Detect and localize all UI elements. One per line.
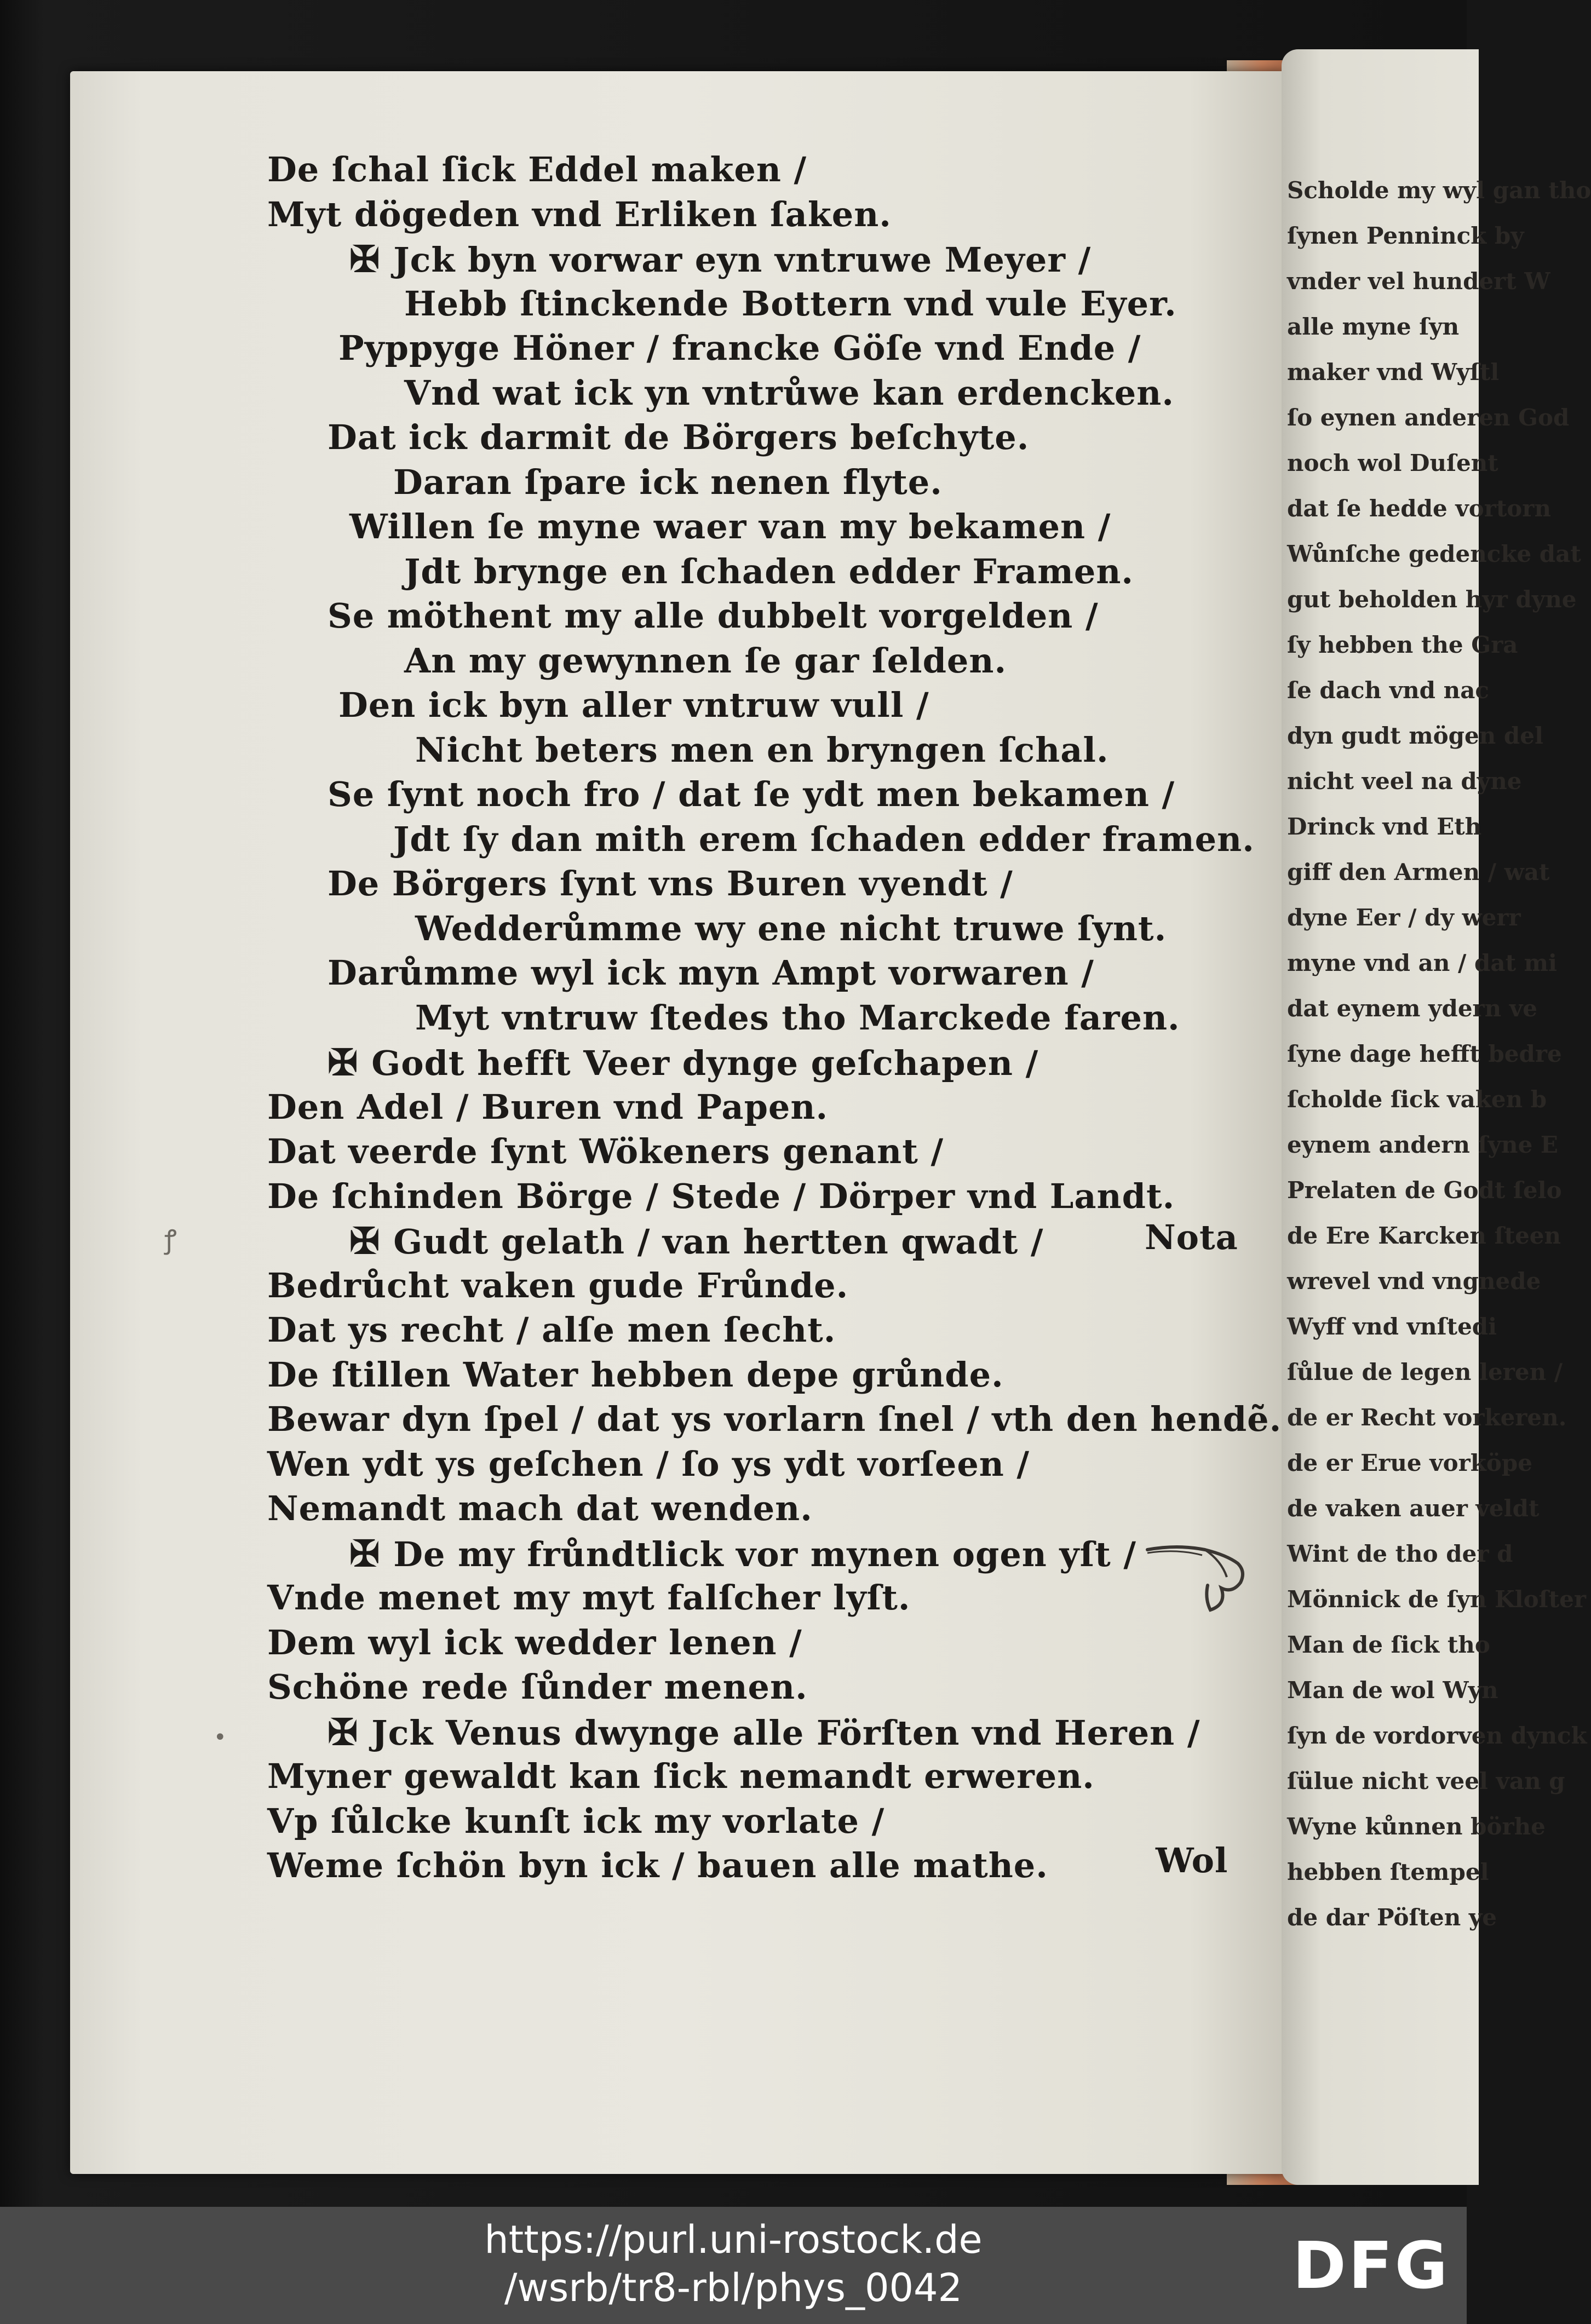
text-line: Darůmme wyl ick myn Ampt vorwaren / — [328, 953, 1094, 993]
text-line: De Börgers ſynt vns Buren vyendt / — [328, 864, 1013, 904]
right-page-line: ſcholde ſick vaken b — [1287, 1086, 1547, 1113]
permalink-line-2[interactable]: /wsrb/tr8-rbl/phys_0042 — [504, 2265, 963, 2310]
right-page-line: ſůlue de legen leren / — [1287, 1359, 1563, 1385]
right-page-line: Scholde my wyl gan tho — [1287, 177, 1591, 204]
right-page-line: ſyne dage hefft bedre — [1287, 1040, 1562, 1067]
right-page-line: eynem andern ſyne E — [1287, 1131, 1558, 1158]
text-line: Dat veerde ſynt Wökeners genant / — [267, 1131, 944, 1171]
text-line: Den ick byn aller vntruw vull / — [338, 685, 929, 725]
text-line — [349, 1532, 1136, 1577]
text-line: Nemandt mach dat wenden. — [267, 1488, 813, 1528]
right-page-line: alle myne ſyn — [1287, 313, 1460, 340]
text-line: Vnde menet my myt falſcher lyſt. — [267, 1578, 911, 1618]
text-line: Daran ſpare ick nenen flyte. — [393, 462, 943, 502]
text-line: De ſchal ſick Eddel maken / — [267, 149, 807, 189]
text-line: De ſchinden Börge / Stede / Dörper vnd Landt. — [267, 1176, 1175, 1216]
right-page-line: dat ſe hedde vortorn — [1287, 495, 1551, 522]
right-page-line: ſy hebben the Gra — [1287, 631, 1518, 658]
right-page-line: ſo eynen anderen God — [1287, 404, 1570, 431]
text-line: Schöne rede ſůnder menen. — [267, 1667, 808, 1707]
right-page-line: de Ere Karcken ſteen — [1287, 1222, 1561, 1249]
text-line: Dat ys recht / alſe men ſecht. — [267, 1310, 836, 1350]
right-page-line: ſülue nicht veel van g — [1287, 1768, 1565, 1794]
pencil-mark-icon: ꝭ — [164, 1224, 177, 1255]
text-line: Se möthent my alle dubbelt vorgelden / — [328, 596, 1099, 636]
right-page-line: Prelaten de Godt ſelo — [1287, 1177, 1562, 1204]
right-page-line: Man de ſick tho — [1287, 1631, 1490, 1658]
right-page-line: Wint de tho der d — [1287, 1540, 1513, 1567]
text-line-content: De my frůndtlick vor mynen ogen yſt / — [393, 1534, 1136, 1574]
text-line: Jdt ſy dan mith erem ſchaden edder framen. — [393, 819, 1255, 859]
text-line-content: Godt hefft Veer dynge geſchapen / — [371, 1043, 1039, 1083]
right-page-line: ſe dach vnd nac — [1287, 677, 1489, 704]
text-line — [328, 1710, 1200, 1755]
text-line-content: Jck Venus dwynge alle Förſten vnd Heren / — [371, 1712, 1201, 1753]
right-page-line: de er Erue vorköpe — [1287, 1449, 1532, 1476]
catchword: Wol — [1156, 1840, 1228, 1880]
text-line: Wen ydt ys geſchen / ſo ys ydt vorſeen / — [267, 1443, 1030, 1484]
right-page-line: vnder vel hundert W — [1287, 268, 1550, 295]
paragraph-mark-icon: ✠ — [328, 1710, 372, 1753]
right-page-line: myne vnd an / dat mi — [1287, 950, 1557, 976]
text-line: Pyppyge Höner / francke Göſe vnd Ende / — [338, 328, 1141, 368]
right-page-line: Wyne kůnnen börhe — [1287, 1813, 1546, 1840]
paragraph-mark-icon: ✠ — [349, 1532, 394, 1575]
text-line — [349, 1219, 1044, 1264]
text-line: Myt dögeden vnd Erliken ſaken. — [267, 194, 892, 234]
right-page-line: giff den Armen / wat — [1287, 859, 1550, 885]
right-page-line: gut beholden hyr dyne — [1287, 586, 1577, 613]
text-line: An my gewynnen ſe gar ſelden. — [404, 640, 1007, 681]
text-line: Wedderůmme wy ene nicht truwe ſynt. — [415, 908, 1167, 948]
paragraph-mark-icon: ✠ — [328, 1041, 372, 1084]
right-page-line: Man de wol Wyn — [1287, 1677, 1498, 1704]
right-page-line: ſyn de vordorven dynck — [1287, 1722, 1587, 1749]
text-line: Vnd wat ick yn vntrůwe kan erdencken. — [404, 372, 1174, 413]
footer-bar — [0, 2207, 1467, 2324]
right-page-line: maker vnd Wyſtl — [1287, 359, 1500, 386]
right-page-line: dyne Eer / dy werr — [1287, 904, 1521, 931]
text-line: Myt vntruw ſtedes tho Marckede faren. — [415, 997, 1180, 1038]
text-line: Dem wyl ick wedder lenen / — [267, 1622, 802, 1663]
right-page — [1282, 49, 1591, 2185]
right-page-line: Mönnick de ſyn Kloſter — [1287, 1586, 1586, 1613]
text-line: Bedrůcht vaken gude Frůnde. — [267, 1265, 849, 1305]
text-line: Hebb ſtinckende Bottern vnd vule Eyer. — [404, 283, 1177, 324]
text-line: Jdt brynge en ſchaden edder Framen. — [404, 551, 1134, 591]
right-page-line: Wyff vnd vnſtedi — [1287, 1313, 1497, 1340]
text-line-content: Jck byn vorwar eyn vntruwe Meyer / — [393, 240, 1092, 280]
right-page-line: de vaken auer veldt — [1287, 1495, 1540, 1522]
right-page-line: Drinck vnd Eth — [1287, 813, 1482, 840]
dfg-logo: DFG — [1293, 2228, 1450, 2303]
permalink-line-1[interactable]: https://purl.uni-rostock.de — [484, 2217, 983, 2262]
right-page-line: nicht veel na dyne — [1287, 768, 1522, 795]
marginal-note: Nota — [1145, 1217, 1238, 1257]
text-line: Nicht beters men en bryngen ſchal. — [415, 729, 1109, 770]
right-page-line: de er Recht vorkeren. — [1287, 1404, 1567, 1431]
pencil-dot-icon: • — [214, 1725, 227, 1750]
right-page-line: noch wol Duſent — [1287, 450, 1498, 476]
pointing-hand-icon — [1145, 1533, 1265, 1621]
text-line: Bewar dyn ſpel / dat ys vorlarn ſnel / vth den hendẽ. — [267, 1399, 1282, 1439]
right-page-line: de dar Pöſten ye — [1287, 1904, 1497, 1931]
right-page-line: ſynen Penninck by — [1287, 222, 1524, 249]
text-line: Se ſynt noch fro / dat ſe ydt men bekamen / — [328, 774, 1175, 814]
text-line: Weme ſchön byn ick / bauen alle mathe. — [267, 1845, 1048, 1885]
paragraph-mark-icon: ✠ — [349, 1219, 394, 1262]
paragraph-mark-icon: ✠ — [349, 238, 394, 280]
right-page-line: hebben ſtempel — [1287, 1859, 1489, 1885]
text-line — [328, 1040, 1038, 1085]
text-line — [349, 237, 1091, 282]
text-line: Vp ſůlcke kunſt ick my vorlate / — [267, 1800, 885, 1841]
right-page-line: dyn gudt mögen del — [1287, 722, 1543, 749]
text-line: Den Adel / Buren vnd Papen. — [267, 1086, 829, 1127]
text-line: Dat ick darmit de Börgers beſchyte. — [328, 417, 1030, 457]
right-page-line: dat eynem ydern ve — [1287, 995, 1537, 1022]
text-line: De ſtillen Water hebben depe grůnde. — [267, 1354, 1004, 1395]
text-line: Myner gewaldt kan ſick nemandt erweren. — [267, 1756, 1095, 1796]
right-page-line: wrevel vnd vngnede — [1287, 1268, 1541, 1295]
text-line-content: Gudt gelath / van hertten qwadt / — [393, 1222, 1044, 1262]
text-line: Willen ſe myne waer van my bekamen / — [349, 507, 1111, 547]
right-page-line: Wůnſche gedencke dat — [1287, 540, 1581, 567]
